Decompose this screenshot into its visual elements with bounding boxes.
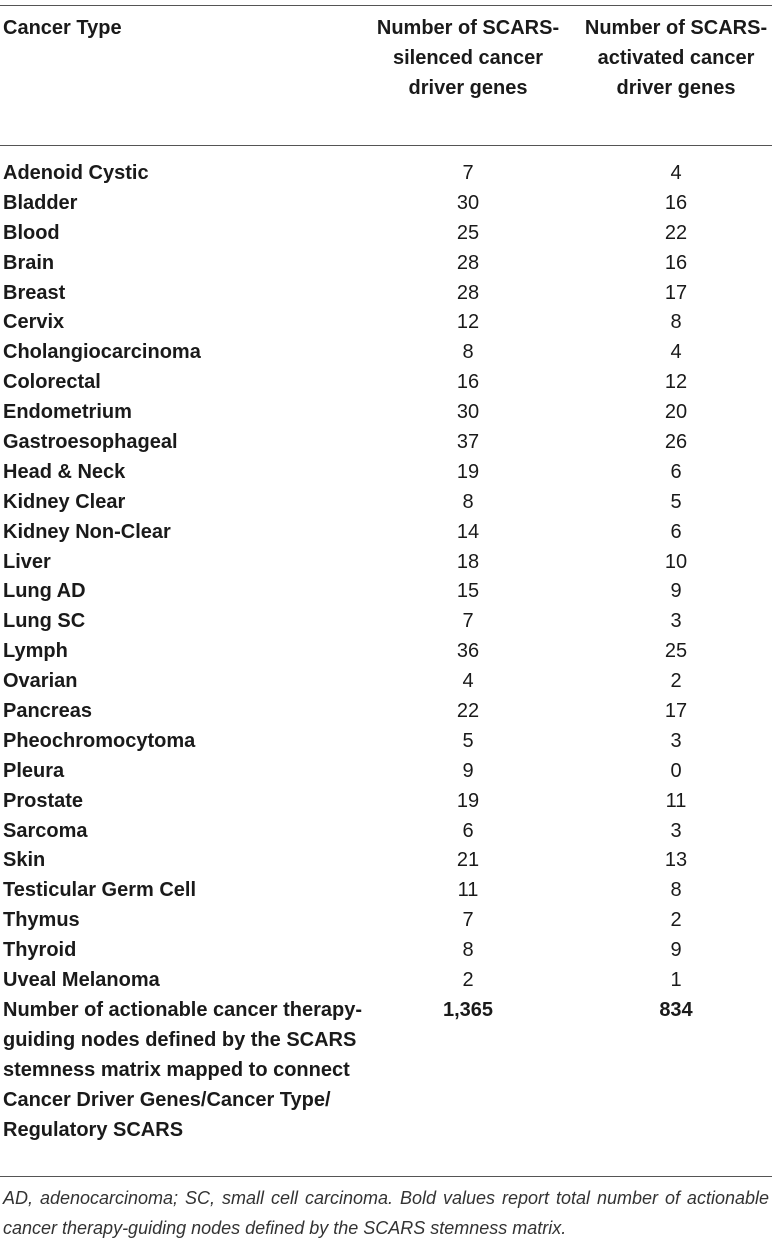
- table-row: [0, 487, 772, 517]
- activated-count-cell: 9: [670, 939, 682, 962]
- cancer-type-cell: Endometrium: [3, 401, 132, 424]
- table-row: [0, 248, 772, 278]
- table-row: [0, 935, 772, 965]
- activated-count-cell: 3: [670, 729, 682, 752]
- activated-count-cell: 8: [670, 879, 682, 902]
- cancer-type-cell: Gastroesophageal: [3, 431, 178, 454]
- table-row: [0, 547, 772, 577]
- silenced-count-cell: 16: [456, 371, 480, 394]
- silenced-count-cell: 22: [456, 700, 480, 723]
- table-row: [0, 905, 772, 935]
- activated-count-cell: 12: [664, 371, 688, 394]
- activated-count-cell: 3: [670, 610, 682, 633]
- table-row: [0, 397, 772, 427]
- cancer-type-cell: Testicular Germ Cell: [3, 879, 197, 902]
- cancer-type-cell: Thymus: [3, 909, 80, 932]
- cancer-type-cell: Colorectal: [3, 371, 101, 394]
- silenced-count-cell: 14: [456, 520, 480, 543]
- cancer-type-cell: Sarcoma: [3, 819, 88, 842]
- table-row: [0, 666, 772, 696]
- silenced-count-cell: 7: [462, 610, 474, 633]
- silenced-count-cell: 4: [462, 670, 474, 693]
- cancer-type-cell: Head & Neck: [3, 460, 126, 483]
- activated-count-cell: 0: [670, 759, 682, 782]
- table-row: [0, 158, 772, 188]
- activated-count-cell: 2: [670, 909, 682, 932]
- silenced-count-cell: 28: [456, 281, 480, 304]
- activated-count-cell: 8: [670, 311, 682, 334]
- table-row: [0, 307, 772, 337]
- silenced-count-cell: 6: [462, 819, 474, 842]
- table-row: [0, 786, 772, 816]
- table-row: [0, 816, 772, 846]
- cancer-type-cell: Adenoid Cystic: [3, 162, 149, 184]
- activated-count-cell: 1: [670, 969, 682, 992]
- cancer-type-cell: Lung AD: [3, 580, 86, 603]
- cancer-type-cell: Prostate: [3, 789, 84, 812]
- silenced-count-cell: 8: [462, 490, 474, 513]
- cancer-type-cell: Cervix: [3, 311, 65, 334]
- silenced-count-cell: 30: [456, 191, 480, 214]
- table-row: [0, 726, 772, 756]
- table-footnote: AD, adenocarcinoma; SC, small cell carcinoma. Bold values report total number of actionable cancer therapy-guiding nodes defined by the SCARS stemness matrix.: [3, 1188, 769, 1238]
- table-row: [0, 427, 772, 457]
- silenced-count-cell: 2: [462, 969, 474, 992]
- activated-count-cell: 5: [670, 490, 682, 513]
- table-row: [0, 218, 772, 248]
- table-row: [0, 337, 772, 367]
- cancer-type-cell: Skin: [3, 849, 46, 872]
- activated-count-cell: 4: [670, 341, 682, 364]
- activated-count-cell: 26: [664, 431, 688, 454]
- cancer-type-cell: Brain: [3, 251, 55, 274]
- activated-count-cell: 3: [670, 819, 682, 842]
- table-row: [0, 278, 772, 308]
- header-silenced: Number of SCARS-silenced cancer driver genes: [376, 17, 560, 99]
- bottom-rule: [0, 1176, 772, 1177]
- silenced-count-cell: 19: [456, 460, 480, 483]
- silenced-count-cell: 37: [456, 431, 480, 454]
- activated-count-cell: 17: [664, 700, 688, 723]
- header-activated: Number of SCARS-activated cancer driver genes: [584, 17, 768, 99]
- silenced-count-cell: 28: [456, 251, 480, 274]
- silenced-count-cell: 25: [456, 221, 480, 244]
- activated-count-cell: 6: [670, 460, 682, 483]
- activated-count-cell: 16: [664, 251, 688, 274]
- cancer-type-cell: Liver: [3, 550, 51, 573]
- activated-count-cell: 22: [664, 221, 688, 244]
- silenced-count-cell: 15: [456, 580, 480, 603]
- cancer-type-cell: Lymph: [3, 640, 68, 663]
- silenced-count-cell: 36: [456, 640, 480, 663]
- cancer-type-cell: Pheochromocytoma: [3, 729, 196, 752]
- cancer-type-cell: Cholangiocarcinoma: [3, 341, 201, 364]
- table-row: [0, 517, 772, 547]
- silenced-count-cell: 7: [462, 909, 474, 932]
- header-cancer-type: Cancer Type: [3, 17, 122, 39]
- silenced-count-cell: 5: [462, 729, 474, 752]
- silenced-count-cell: 8: [462, 939, 474, 962]
- total-activated-value: 834: [659, 999, 693, 1021]
- table-row: [0, 367, 772, 397]
- activated-count-cell: 20: [664, 401, 688, 424]
- activated-count-cell: 17: [664, 281, 688, 304]
- activated-count-cell: 13: [664, 849, 688, 872]
- cancer-type-cell: Pleura: [3, 759, 65, 782]
- cancer-type-cell: Breast: [3, 281, 66, 304]
- table-row: [0, 696, 772, 726]
- cancer-type-cell: Blood: [3, 221, 60, 244]
- cancer-type-cell: Thyroid: [3, 939, 77, 962]
- activated-count-cell: 4: [670, 162, 682, 184]
- cancer-type-cell: Ovarian: [3, 670, 78, 693]
- activated-count-cell: 16: [664, 191, 688, 214]
- activated-count-cell: 11: [665, 789, 687, 812]
- silenced-count-cell: 7: [462, 162, 474, 184]
- table-row: [0, 845, 772, 875]
- activated-count-cell: 6: [670, 520, 682, 543]
- cancer-type-cell: Bladder: [3, 191, 78, 214]
- silenced-count-cell: 21: [456, 849, 480, 872]
- table-row: [0, 875, 772, 905]
- silenced-count-cell: 9: [462, 759, 474, 782]
- silenced-count-cell: 19: [456, 789, 480, 812]
- silenced-count-cell: 12: [456, 311, 480, 334]
- silenced-count-cell: 30: [456, 401, 480, 424]
- table-row: [0, 576, 772, 606]
- silenced-count-cell: 11: [457, 879, 479, 902]
- total-row-label: Number of actionable cancer therapy-guiding nodes defined by the SCARS stemness matrix mapped to connect Cancer Driver Genes/Cancer Type/ Regulatory SCARS: [3, 999, 362, 1141]
- table-row: [0, 636, 772, 666]
- table-body: [0, 158, 772, 995]
- top-rule: [0, 5, 772, 6]
- total-silenced-value: 1,365: [442, 999, 494, 1021]
- table-row: [0, 756, 772, 786]
- activated-count-cell: 25: [664, 640, 688, 663]
- table-row: [0, 457, 772, 487]
- cancer-type-cell: Pancreas: [3, 700, 92, 723]
- cancer-type-cell: Lung SC: [3, 610, 86, 633]
- activated-count-cell: 9: [670, 580, 682, 603]
- silenced-count-cell: 8: [462, 341, 474, 364]
- cancer-type-cell: Kidney Clear: [3, 490, 126, 513]
- activated-count-cell: 10: [664, 550, 688, 573]
- cancer-type-cell: Kidney Non-Clear: [3, 520, 171, 543]
- silenced-count-cell: 18: [456, 550, 480, 573]
- cancer-type-cell: Uveal Melanoma: [3, 969, 160, 992]
- table-row: [0, 965, 772, 995]
- header-rule: [0, 145, 772, 146]
- table-row: [0, 606, 772, 636]
- activated-count-cell: 2: [670, 670, 682, 693]
- table-row: [0, 188, 772, 218]
